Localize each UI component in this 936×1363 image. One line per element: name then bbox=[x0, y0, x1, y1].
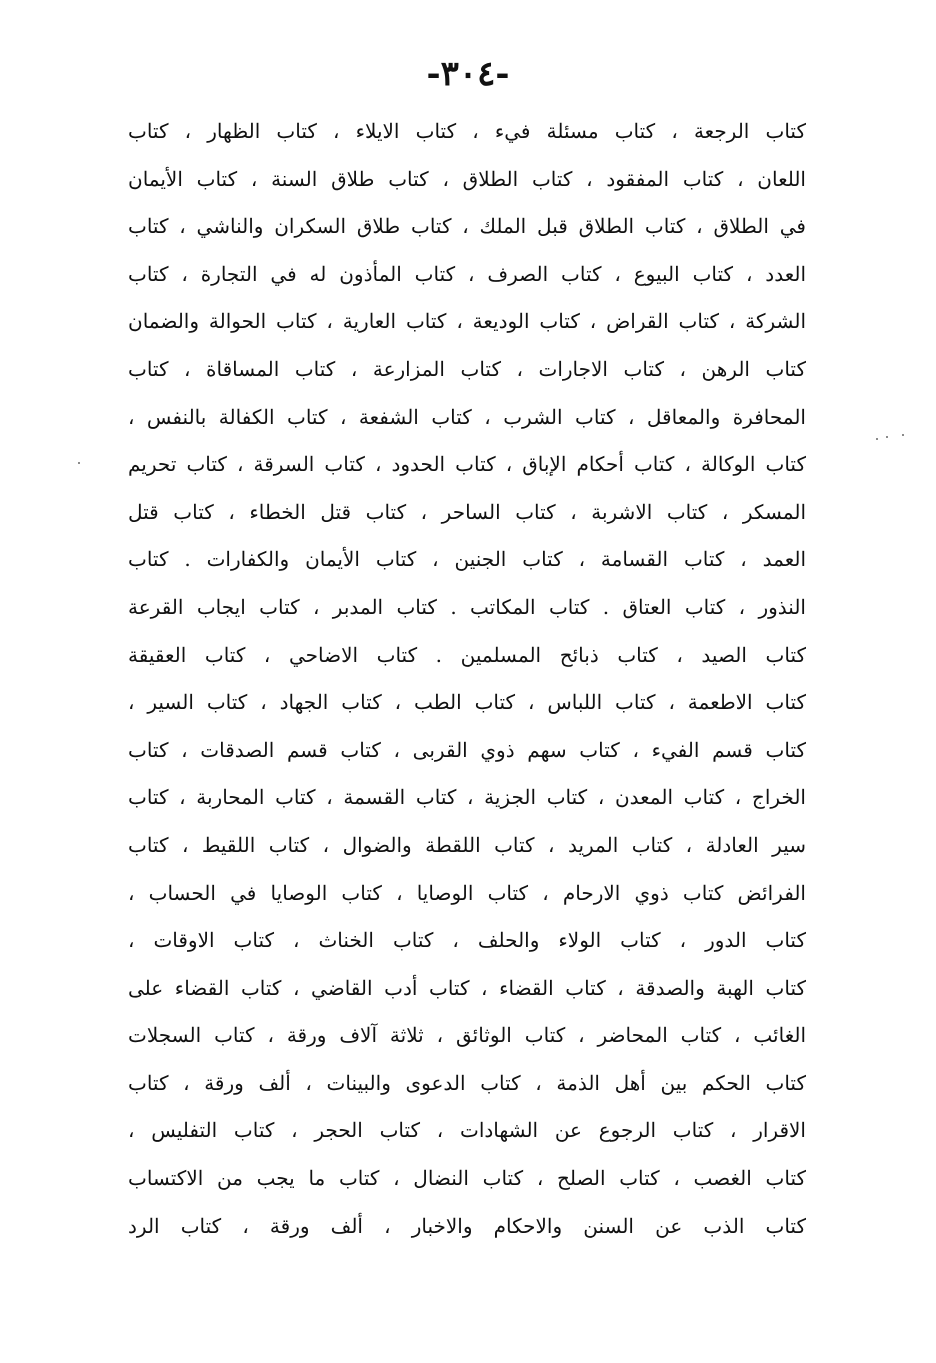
text-line: العدد ، كتاب البيوع ، كتاب الصرف ، كتاب المأذون له في التجارة ، كتاب bbox=[128, 261, 806, 286]
text-line: الخراج ، كتاب المعدن ، كتاب الجزية ، كتاب القسمة ، كتاب المحاربة ، كتاب bbox=[128, 785, 806, 810]
text-line: العمد ، كتاب القسامة ، كتاب الجنين ، كتاب الأيمان والكفارات . كتاب bbox=[128, 547, 806, 572]
text-line: المحافرة والمعاقل ، كتاب الشرب ، كتاب الشفعة ، كتاب الكفالة بالنفس ، bbox=[128, 404, 806, 429]
text-line: كتاب الدور ، كتاب الولاء والحلف ، كتاب الخناث ، كتاب الاوقات ، bbox=[128, 928, 806, 953]
text-line: كتاب الهبة والصدقة ، كتاب القضاء ، كتاب أدب القاضي ، كتاب القضاء على bbox=[128, 975, 806, 1000]
text-line: الغائب ، كتاب المحاضر ، كتاب الوثائق ، ثلاثة آلاف ورقة ، كتاب السجلات bbox=[128, 1023, 806, 1048]
text-line: سير العادلة ، كتاب المريد ، كتاب اللقطة والضوال ، كتاب اللقيط ، كتاب bbox=[128, 832, 806, 857]
page-number: -٣٠٤- bbox=[426, 54, 510, 94]
text-line: الشركة ، كتاب القراض ، كتاب الوديعة ، كتاب العارية ، كتاب الحوالة والضمان bbox=[128, 309, 806, 334]
text-line: النذور ، كتاب العتاق . كتاب المكاتب . كتاب المدبر ، كتاب ايجاب القرعة bbox=[128, 594, 806, 619]
text-line: الفرائض كتاب ذوي الارحام ، كتاب الوصايا ، كتاب الوصايا في الحساب ، bbox=[128, 880, 806, 905]
text-line: كتاب الاطعمة ، كتاب اللباس ، كتاب الطب ، كتاب الجهاد ، كتاب السير ، bbox=[128, 690, 806, 715]
text-line: كتاب قسم الفيء ، كتاب سهم ذوي القربى ، كتاب قسم الصدقات ، كتاب bbox=[128, 737, 806, 762]
scan-speck bbox=[876, 438, 878, 440]
text-line: كتاب الرجعة ، كتاب مسئلة فيء ، كتاب الايلاء ، كتاب الظهار ، كتاب bbox=[128, 119, 806, 143]
text-line: كتاب الرهن ، كتاب الاجارات ، كتاب المزارعة ، كتاب المساقاة ، كتاب bbox=[128, 356, 806, 381]
text-line: كتاب الغصب ، كتاب الصلح ، كتاب النضال ، كتاب ما يجب من الاكتساب bbox=[128, 1166, 806, 1191]
body-text bbox=[128, 108, 806, 1250]
text-line: كتاب الذب عن السنن والاحكام والاخبار ، ألف ورقة ، كتاب الرد bbox=[128, 1213, 806, 1238]
text-line: في الطلاق ، كتاب الطلاق قبل الملك ، كتاب طلاق السكران والناشي ، كتاب bbox=[128, 214, 806, 239]
text-line: اللعان ، كتاب المفقود ، كتاب الطلاق ، كتاب طلاق السنة ، كتاب الأيمان bbox=[128, 166, 806, 191]
scan-speck bbox=[886, 436, 888, 438]
text-line: كتاب الحكم بين أهل الذمة ، كتاب الدعوى والبينات ، ألف ورقة ، كتاب bbox=[128, 1070, 806, 1095]
text-line: كتاب الوكالة ، كتاب أحكام الإباق ، كتاب الحدود ، كتاب السرقة ، كتاب تحريم bbox=[128, 452, 806, 477]
text-line: الاقرار ، كتاب الرجوع عن الشهادات ، كتاب الحجر ، كتاب التفليس ، bbox=[128, 1118, 806, 1143]
text-line: المسكر ، كتاب الاشربة ، كتاب الساحر ، كتاب قتل الخطاء ، كتاب قتل bbox=[128, 499, 806, 524]
scan-speck bbox=[78, 462, 80, 464]
text-line: كتاب الصيد ، كتاب ذبائح المسلمين . كتاب الاضاحي ، كتاب العقيقة bbox=[128, 642, 806, 667]
scan-speck bbox=[902, 434, 904, 436]
